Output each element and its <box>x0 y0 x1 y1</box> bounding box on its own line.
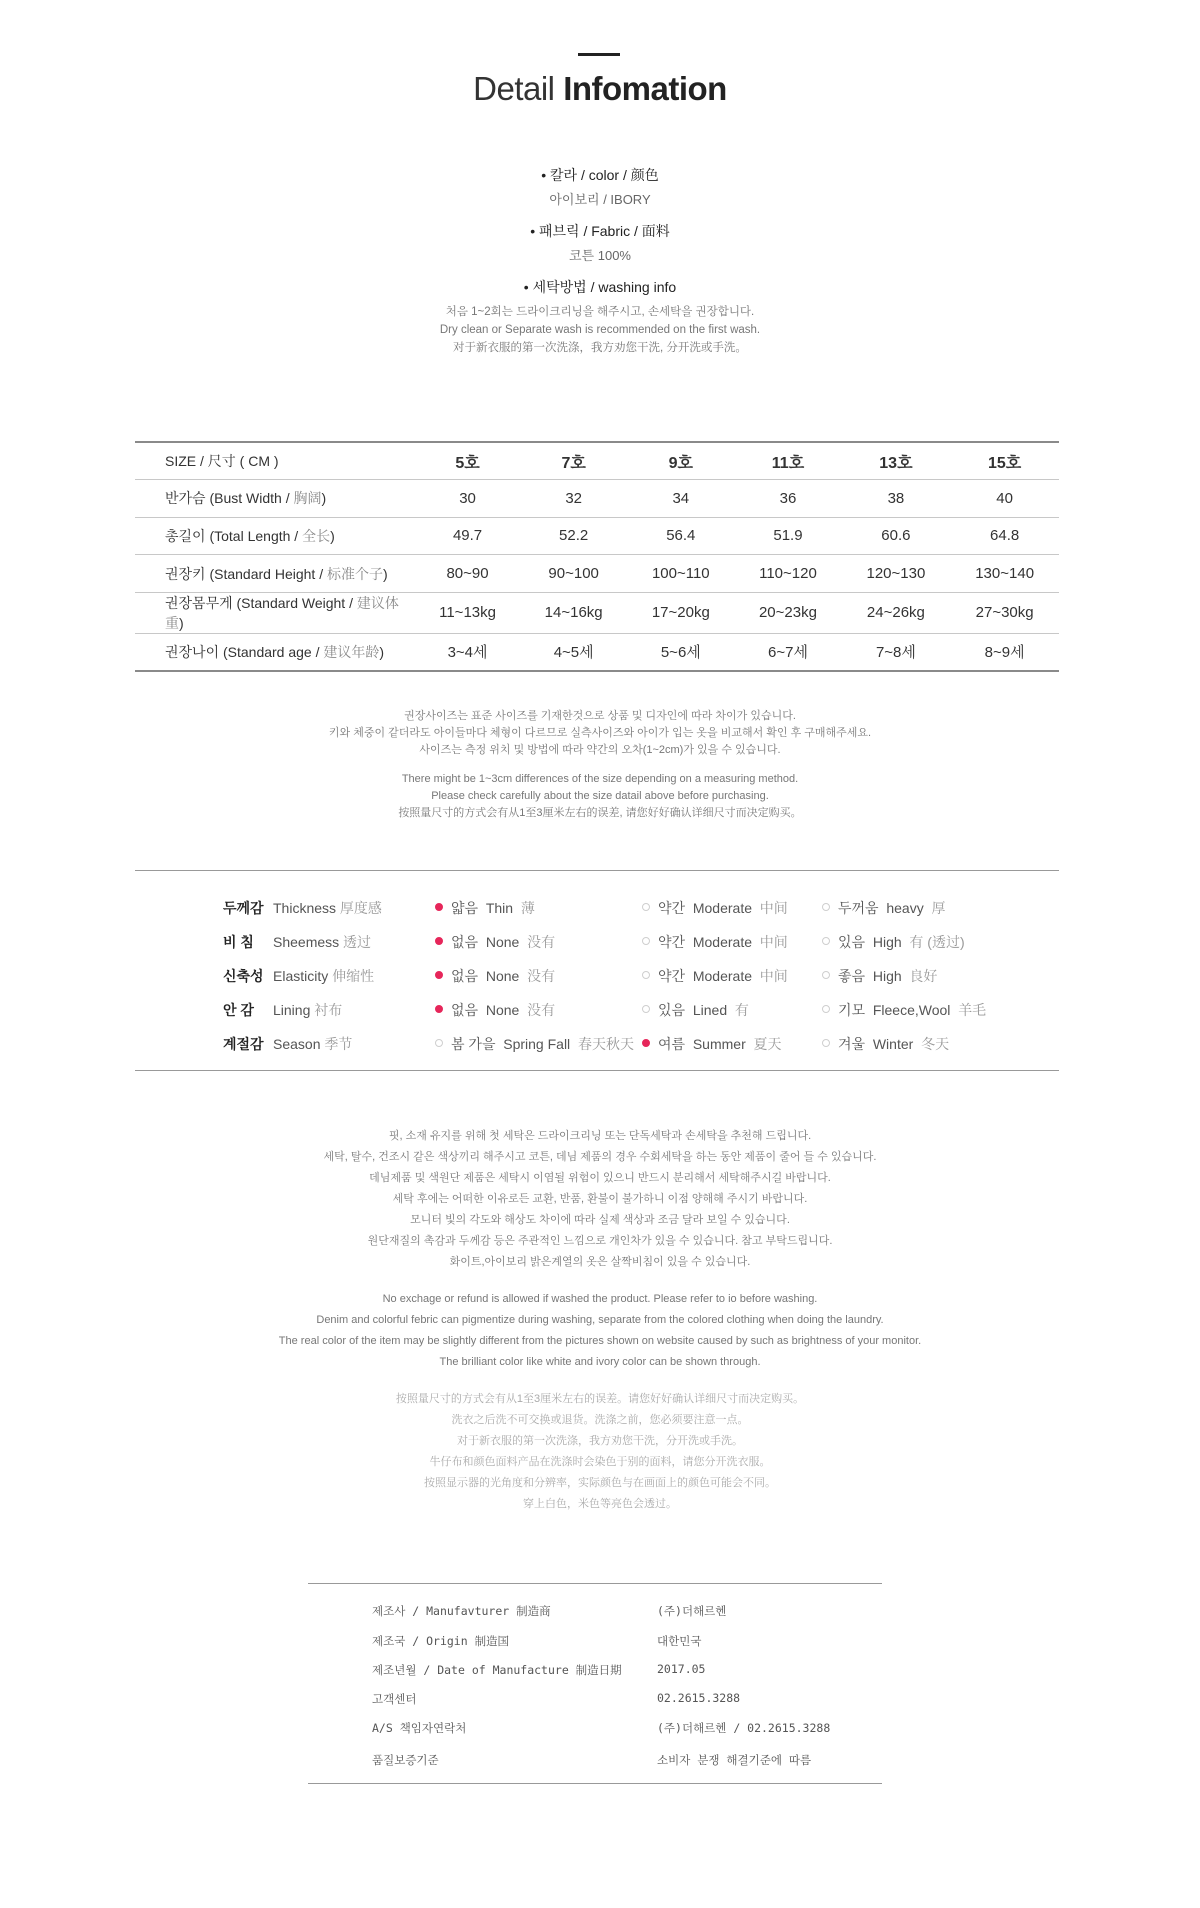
table-cell: 7~8세 <box>842 633 951 671</box>
table-cell: 6~7세 <box>734 633 841 671</box>
care-line-ko: 모니터 빛의 각도와 해상도 차이에 따라 실제 색상과 조금 달라 보일 수 있습니다. <box>410 1214 790 1226</box>
care-notes <box>0 1126 1200 1515</box>
care-line-en: No exchage or refund is allowed if washed the product. Please refer to io before washing. <box>382 1293 818 1305</box>
radio-dot-icon <box>822 1005 830 1013</box>
care-line-cn: 洗衣之后洗不可交换或退货。洗涤之前，您必须要注意一点。 <box>451 1414 749 1426</box>
fabric-heading: • 패브릭 / Fabric / 面料 <box>530 223 670 239</box>
table-cell: 27~30kg <box>950 592 1059 633</box>
care-line-ko: 화이트,아이보리 밝은계열의 옷은 살짝비침이 있을 수 있습니다. <box>449 1256 751 1268</box>
divider <box>308 1583 882 1584</box>
table-cell: 17~20kg <box>627 592 734 633</box>
table-cell: 20~23kg <box>734 592 841 633</box>
table-row <box>135 517 1059 555</box>
divider <box>135 1070 1059 1071</box>
table-cell: 24~26kg <box>842 592 951 633</box>
radio-dot-icon <box>435 1005 443 1013</box>
fabric-feature-list <box>135 890 1059 1060</box>
care-line-en: Denim and colorful febric can pigmentize during washing, separate from the colored clothing when doing the laundry. <box>316 1314 884 1326</box>
feature-option: 기모 Fleece,Wool 羊毛 <box>822 1000 986 1020</box>
care-line-ko: 세탁 후에는 어떠한 이유로든 교환, 반품, 환불이 불가하니 이점 양해해 주시기 바랍니다. <box>392 1193 808 1205</box>
size-note: Please check carefully about the size datail above before purchasing. <box>431 790 769 802</box>
table-cell: 51.9 <box>734 517 841 555</box>
feature-row-thickness: 두께감 Thickness 厚度感 얇음 Thin 薄 약간 Moderate 中间 두꺼움 heavy 厚 <box>223 900 946 916</box>
page-title <box>0 70 1200 108</box>
table-cell: 49.7 <box>415 517 520 555</box>
table-cell: 52.2 <box>520 517 627 555</box>
feature-option: 없음 None 没有 <box>435 966 555 986</box>
feature-option: 봄 가을 Spring Fall 春天秋天 <box>435 1034 634 1054</box>
radio-dot-icon <box>435 937 443 945</box>
table-cell: 130~140 <box>950 555 1059 593</box>
divider <box>135 870 1059 871</box>
size-header-cell: 9호 <box>627 442 734 480</box>
care-line-ko: 원단재질의 촉감과 두께감 등은 주관적인 느낌으로 개인차가 있을 수 있습니다. 참고 부탁드립니다. <box>367 1235 833 1247</box>
feature-option: 있음 Lined 有 <box>642 1000 749 1020</box>
color-info <box>0 165 1200 208</box>
size-note: 키와 체중이 같더라도 아이들마다 체형이 다르므로 실측사이즈와 아이가 입는 옷을 비교해서 확인 후 구매해주세요. <box>328 727 872 739</box>
table-row <box>135 592 1059 633</box>
care-line-en: The brilliant color like white and ivory color can be shown through. <box>439 1356 761 1368</box>
radio-dot-icon <box>642 971 650 979</box>
table-cell: 90~100 <box>520 555 627 593</box>
care-line-cn: 牛仔布和颜色面料产品在洗涤时会染色于别的面料，请您分开洗衣服。 <box>429 1456 771 1468</box>
row-label: 반가슴 (Bust Width / 胸阔) <box>135 480 415 518</box>
table-row <box>135 555 1059 593</box>
table-cell: 3~4세 <box>415 633 520 671</box>
row-label: 권장키 (Standard Height / 标准个子) <box>135 555 415 593</box>
feature-option: 없음 None 没有 <box>435 932 555 952</box>
size-note: 권장사이즈는 표준 사이즈를 기재한것으로 상품 및 디자인에 따라 차이가 있습니다. <box>404 710 796 722</box>
table-row <box>135 633 1059 671</box>
table-cell: 56.4 <box>627 517 734 555</box>
radio-dot-icon <box>642 1039 650 1047</box>
care-line-cn: 对于新衣服的第一次洗涤，我方劝您干洗，分开洗或手洗。 <box>457 1435 743 1447</box>
washing-info <box>0 277 1200 357</box>
radio-dot-icon <box>642 903 650 911</box>
radio-dot-icon <box>642 1005 650 1013</box>
feature-option: 약간 Moderate 中间 <box>642 966 788 986</box>
title-bold: Infomation <box>563 70 727 107</box>
radio-dot-icon <box>822 903 830 911</box>
size-header-label: SIZE / 尺寸 ( CM ) <box>135 442 415 480</box>
size-note: 사이즈는 측정 위치 및 방법에 따라 약간의 오차(1~2cm)가 있을 수 있습니다. <box>419 744 781 756</box>
radio-dot-icon <box>435 1039 443 1047</box>
table-cell: 120~130 <box>842 555 951 593</box>
feature-option: 여름 Summer 夏天 <box>642 1034 782 1054</box>
radio-dot-icon <box>822 1039 830 1047</box>
radio-dot-icon <box>642 937 650 945</box>
care-line-ko: 데님제품 및 색원단 제품은 세탁시 이염될 위험이 있으니 반드시 분리해서 세탁해주시길 바랍니다. <box>369 1172 831 1184</box>
feature-option: 없음 None 没有 <box>435 1000 555 1020</box>
feature-row-lining: 안 감 Lining 衬布 없음 None 没有 있음 Lined 有 기모 Fleece,Wool 羊毛 <box>223 1002 987 1018</box>
size-header-cell: 7호 <box>520 442 627 480</box>
table-cell: 110~120 <box>734 555 841 593</box>
table-cell: 64.8 <box>950 517 1059 555</box>
feature-option: 두꺼움 heavy 厚 <box>822 898 946 918</box>
feature-option: 좋음 High 良好 <box>822 966 937 986</box>
table-cell: 11~13kg <box>415 592 520 633</box>
row-label: 권장몸무게 (Standard Weight / 建议体重) <box>135 592 415 633</box>
table-cell: 80~90 <box>415 555 520 593</box>
table-cell: 5~6세 <box>627 633 734 671</box>
feature-option: 겨울 Winter 冬天 <box>822 1034 949 1054</box>
table-cell: 100~110 <box>627 555 734 593</box>
table-cell: 38 <box>842 480 951 518</box>
color-value: 아이보리 / IBORY <box>549 192 651 207</box>
care-line-cn: 穿上白色，米色等亮色会透过。 <box>523 1498 677 1510</box>
washing-line: 처음 1~2회는 드라이크리닝을 해주시고, 손세탁을 권장합니다. <box>445 306 755 318</box>
radio-dot-icon <box>435 971 443 979</box>
title-accent-bar <box>578 53 620 56</box>
color-heading: • 칼라 / color / 颜色 <box>541 167 659 183</box>
washing-line: 对于新衣服的第一次洗涤，我方劝您干洗, 分开洗或手洗。 <box>453 342 747 354</box>
washing-heading: • 세탁방법 / washing info <box>523 279 677 295</box>
row-label: 권장나이 (Standard age / 建议年龄) <box>135 633 415 671</box>
size-header-cell: 11호 <box>734 442 841 480</box>
care-line-en: The real color of the item may be slightly different from the pictures shown on website caused by such as brightness of your monitor. <box>278 1335 922 1347</box>
feature-option: 약간 Moderate 中间 <box>642 932 788 952</box>
table-cell: 14~16kg <box>520 592 627 633</box>
size-header-row <box>135 442 1059 480</box>
radio-dot-icon <box>822 971 830 979</box>
feature-row-season: 계절감 Season 季节 봄 가을 Spring Fall 春天秋天 여름 Summer 夏天 겨울 Winter 冬天 <box>223 1036 950 1052</box>
size-note: 按照量尺寸的方式会有从1至3厘米左右的误差, 请您好好确认详细尺寸而决定购买。 <box>398 807 802 819</box>
size-table <box>135 441 1059 672</box>
table-cell: 8~9세 <box>950 633 1059 671</box>
washing-line: Dry clean or Separate wash is recommended on the first wash. <box>439 324 761 336</box>
table-cell: 4~5세 <box>520 633 627 671</box>
fabric-info <box>0 221 1200 264</box>
feature-row-elasticity: 신축성 Elasticity 伸缩性 없음 None 没有 약간 Moderate 中间 좋음 High 良好 <box>223 968 938 984</box>
table-cell: 34 <box>627 480 734 518</box>
radio-dot-icon <box>435 903 443 911</box>
care-line-ko: 세탁, 탈수, 건조시 같은 색상끼리 해주시고 코튼, 데님 제품의 경우 수회세탁을 하는 동안 제품이 줄어 들 수 있습니다. <box>323 1151 877 1163</box>
size-header-cell: 5호 <box>415 442 520 480</box>
care-line-cn: 按照量尺寸的方式会有从1至3厘米左右的误差。请您好好确认详细尺寸而决定购买。 <box>395 1393 805 1405</box>
row-label: 총길이 (Total Length / 全长) <box>135 517 415 555</box>
feature-row-sheerness: 비 침 Sheemess 透过 없음 None 没有 약간 Moderate 中间 있음 High 有 (透过) <box>223 934 965 950</box>
table-cell: 36 <box>734 480 841 518</box>
feature-option: 얇음 Thin 薄 <box>435 898 535 918</box>
table-cell: 30 <box>415 480 520 518</box>
table-cell: 32 <box>520 480 627 518</box>
radio-dot-icon <box>822 937 830 945</box>
table-row <box>135 480 1059 518</box>
care-line-ko: 핏, 소재 유지를 위해 첫 세탁은 드라이크리닝 또는 단독세탁과 손세탁을 추천해 드립니다. <box>388 1130 812 1142</box>
feature-option: 약간 Moderate 中间 <box>642 898 788 918</box>
size-notes <box>0 708 1200 822</box>
title-light: Detail <box>473 70 555 107</box>
feature-option: 있음 High 有 (透过) <box>822 932 965 952</box>
divider <box>308 1783 882 1784</box>
size-note: There might be 1~3cm differences of the size depending on a measuring method. <box>401 773 799 785</box>
fabric-value: 코튼 100% <box>569 248 631 263</box>
care-line-cn: 按照显示器的光角度和分辨率，实际颜色与在画面上的颜色可能会不同。 <box>424 1477 776 1489</box>
size-header-cell: 13호 <box>842 442 951 480</box>
table-cell: 60.6 <box>842 517 951 555</box>
size-header-cell: 15호 <box>950 442 1059 480</box>
table-cell: 40 <box>950 480 1059 518</box>
